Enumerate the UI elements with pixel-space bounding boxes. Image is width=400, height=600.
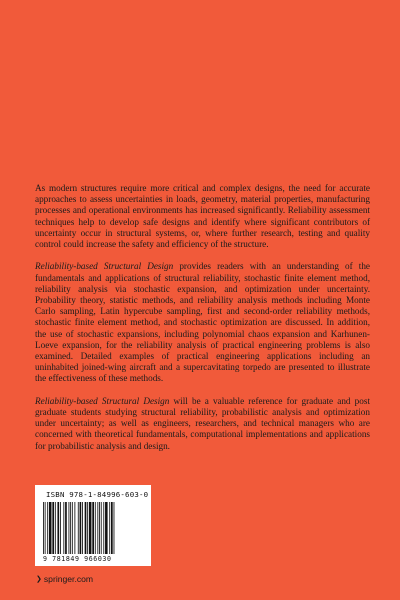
blurb-paragraph-2-body: provides readers with an understanding of the fundamentals and applications of structural reliability, stochastic finite element method, reliability analysis via stochastic expansion, and optimization under uncertainty. Probability theory, statistic methods, and reliability analysis methods including Monte Carlo sampling, Latin hypercube sampling, first and second-order reliability methods, stochastic finite element method, and stochastic optimization are discussed. In addition, the use of stochastic expansions, including polynomial chaos expansion and Karhunen-Loeve expansion, for the reliability analysis of practical engineering problems is also examined. Detailed examples of practical engineering applications including an uninhabited joined-wing aircraft and a supercavitating torpedo are presented to illustrate the effectiveness of these methods. bbox=[35, 261, 370, 384]
barcode-bar bbox=[80, 502, 82, 554]
barcode-bar bbox=[60, 502, 61, 554]
barcode-bar bbox=[74, 502, 75, 554]
blurb-paragraph-2 bbox=[35, 261, 370, 384]
barcode-bar bbox=[52, 502, 54, 554]
blurb-paragraph-3-body: will be a valuable reference for graduate and post graduate students studying structural reliability, probabilistic analysis and optimization under uncertainty; as well as engineers, researchers, and technical managers who are concerned with theoretical fundamentals, computational implementations and applications for probabilistic analysis and design. bbox=[35, 395, 370, 451]
blurb-paragraph-1 bbox=[35, 183, 370, 250]
springer-arrow-icon: ❯ bbox=[36, 576, 42, 583]
isbn-barcode bbox=[35, 485, 151, 566]
barcode-bar bbox=[57, 502, 59, 554]
publisher-link[interactable] bbox=[36, 574, 93, 584]
publisher-url: springer.com bbox=[43, 574, 94, 584]
barcode-bar bbox=[101, 502, 102, 554]
barcode-number: 9 781849 966030 bbox=[43, 555, 112, 563]
barcode-bar bbox=[78, 502, 79, 554]
barcode-bar bbox=[111, 502, 113, 554]
barcode-bar bbox=[85, 502, 87, 554]
blurb-paragraph-2-title: Reliability-based Structural Design bbox=[35, 261, 174, 272]
barcode-bar bbox=[65, 502, 67, 554]
barcode-bar bbox=[49, 502, 52, 554]
barcode-bar bbox=[72, 502, 73, 554]
barcode-bar bbox=[89, 502, 92, 554]
barcode-bar bbox=[99, 502, 100, 554]
blurb-paragraph-3 bbox=[35, 396, 370, 452]
barcode-bar bbox=[63, 502, 64, 554]
blurb-text bbox=[35, 183, 370, 463]
barcode-bar bbox=[103, 502, 104, 554]
barcode-bar bbox=[105, 502, 108, 554]
barcode-bar bbox=[43, 502, 44, 554]
barcode-bar bbox=[87, 502, 88, 554]
barcode-bars bbox=[43, 502, 143, 554]
barcode-bar bbox=[109, 502, 110, 554]
barcode-bar bbox=[70, 502, 71, 554]
isbn-label: ISBN 978-1-84996-603-0 bbox=[46, 490, 149, 499]
barcode-bar bbox=[69, 502, 70, 554]
barcode-bar bbox=[82, 502, 83, 554]
barcode-bar bbox=[92, 502, 94, 554]
barcode-bar bbox=[97, 502, 98, 554]
barcode-bar bbox=[45, 502, 46, 554]
barcode-bar bbox=[47, 502, 48, 554]
blurb-paragraph-1-body: As modern structures require more critical and complex designs, the need for accurate approaches to assess uncertainties in loads, geometry, material properties, manufacturing processes and operational environments has increased significantly. Reliability assessment techniques help to develop safe designs and identify where significant contributors of uncertainty occur in structural systems, or, where further research, testing and quality control could increase the safety and efficiency of the structure. bbox=[35, 183, 370, 250]
barcode-bar bbox=[95, 502, 96, 554]
barcode-bar bbox=[114, 502, 115, 554]
barcode-bar bbox=[55, 502, 56, 554]
blurb-paragraph-3-title: Reliability-based Structural Design bbox=[35, 395, 170, 406]
